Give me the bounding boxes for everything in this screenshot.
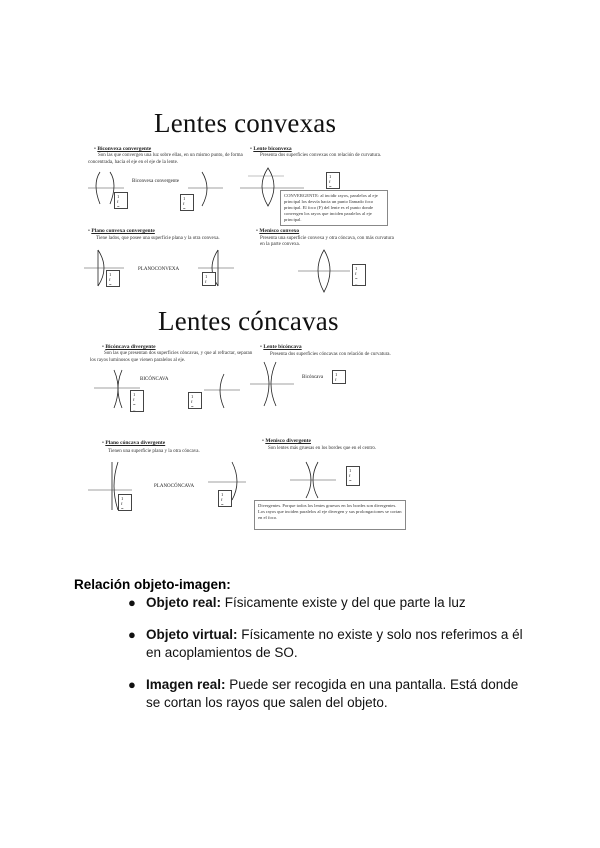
figure-heading: • Biconvexa convergente	[94, 146, 152, 152]
item-text: Físicamente existe y del que parte la luz	[221, 595, 466, 610]
figure-text: Presenta dos superficies cóncavas con relación de curvatura.	[270, 352, 391, 357]
figure-heading: • Plano convexa convergente	[88, 228, 155, 234]
figure-text: Presenta una superficie convexa y otra cóncava, con más curvatura en la parte convexa.	[260, 236, 394, 247]
formula-box: 1 f =	[218, 490, 232, 507]
figure-text: los rayos luminosos que vienen paralelos al eje.	[90, 358, 186, 363]
bullet-icon: ●	[128, 627, 136, 642]
figure-caption: PLANOCÓNCAVA	[154, 484, 195, 489]
figure-caption: Bicóncava	[302, 375, 324, 380]
plano-concave-diagram	[88, 440, 248, 520]
bullet-icon: ●	[128, 677, 136, 692]
convex-figure-biconvex-lens	[240, 146, 390, 226]
formula-box: 1 f =	[326, 172, 340, 189]
list-item	[128, 626, 528, 662]
formula-box: 1 f	[332, 370, 346, 384]
formula-box: 1 f =	[106, 270, 120, 287]
figure-heading: • Lente bicóncava	[260, 344, 302, 350]
convex-figure-biconvex-convergent	[88, 146, 243, 220]
concave-title: Lentes cóncavas	[158, 306, 339, 336]
plano-convex-diagram	[84, 228, 244, 298]
figure-text: Tiene lados, que posee una superficie plana y la otra convexa.	[96, 236, 220, 241]
formula-box: 1 f =	[114, 192, 128, 209]
figure-text: Presenta dos superficies convexas con relación de curvatura.	[260, 153, 382, 158]
figure-text: Son las que presentan dos superficies cóncavas, y que al refractar, separan	[104, 351, 253, 356]
convex-figure-meniscus	[248, 228, 398, 298]
concave-figure-biconcave-divergent	[84, 344, 253, 420]
list-item	[128, 676, 528, 712]
figure-heading: • Menisco convexo	[256, 228, 300, 234]
relation-heading: Relación objeto-imagen:	[74, 577, 231, 592]
convex-figure-plano-convex	[84, 228, 244, 298]
figure-text: Tienen una superficie plana y la otra cóncava.	[108, 449, 200, 454]
convex-lens-diagram	[88, 146, 238, 220]
item-term: Imagen real:	[146, 677, 226, 692]
formula-box: 1 f =	[118, 494, 132, 511]
concave-figure-meniscus-divergent	[254, 438, 404, 530]
figure-heading: • Lente biconvexa	[250, 146, 292, 152]
list-item	[128, 594, 528, 612]
item-text: Puede ser recogida en una pantalla. Está donde se cortan los rayos que salen del objeto.	[146, 677, 519, 710]
meniscus-convex-diagram	[248, 228, 398, 298]
figure-caption: Biconvexa convergente	[132, 179, 179, 184]
biconcave-lens-diagram	[250, 344, 400, 420]
formula-box: 1 f =	[180, 194, 194, 211]
relation-list	[128, 594, 528, 712]
figure-text: Son las que convergen una luz sobre ellas, en un mismo punto, de forma	[98, 153, 243, 158]
biconcave-diagram	[84, 344, 244, 420]
concave-figure-plano-concave	[88, 440, 248, 520]
figure-caption: BICÓNCAVA	[140, 377, 169, 382]
item-text: Físicamente no existe y solo nos referimos a él en acoplamientos de SO.	[146, 627, 523, 660]
bullet-icon: ●	[128, 595, 136, 610]
formula-box: 1 f =	[188, 392, 202, 409]
formula-box: 1 f	[202, 272, 216, 286]
note-box: Divergentes. Porque todos los lentes gruesos en los bordes son divergentes. Los rayos que inciden paralelos al eje divergen y sus prolongaciones se cortan en el foco.	[254, 500, 406, 530]
formula-box: 1 f =	[346, 466, 360, 486]
item-term: Objeto real:	[146, 595, 222, 610]
note-box: CONVERGENTE: al incidir rayos, paralelos al eje principal los desvía hacia un punto llamado foco principal. El foco (F) del lente es el punto donde convergen los rayos que inciden paralelos al eje principal.	[280, 190, 388, 226]
convex-title: Lentes convexas	[154, 108, 337, 138]
formula-box: 1 f = –	[130, 390, 144, 412]
figure-heading: • Bicóncava divergente	[102, 344, 156, 350]
figure-heading: • Plano cóncava divergente	[102, 440, 166, 446]
figure-text: concentrada, hacia el eje en el eje de la lente.	[88, 160, 179, 165]
figure-caption: PLANOCONVEXA	[138, 267, 180, 272]
figure-text: Son lentes más gruesas en los bordes que en el centro.	[268, 446, 377, 451]
figure-heading: • Menisco divergente	[262, 438, 311, 444]
item-term: Objeto virtual:	[146, 627, 238, 642]
concave-figure-biconcave-lens	[250, 344, 400, 420]
formula-box: 1 f = –	[352, 264, 366, 286]
